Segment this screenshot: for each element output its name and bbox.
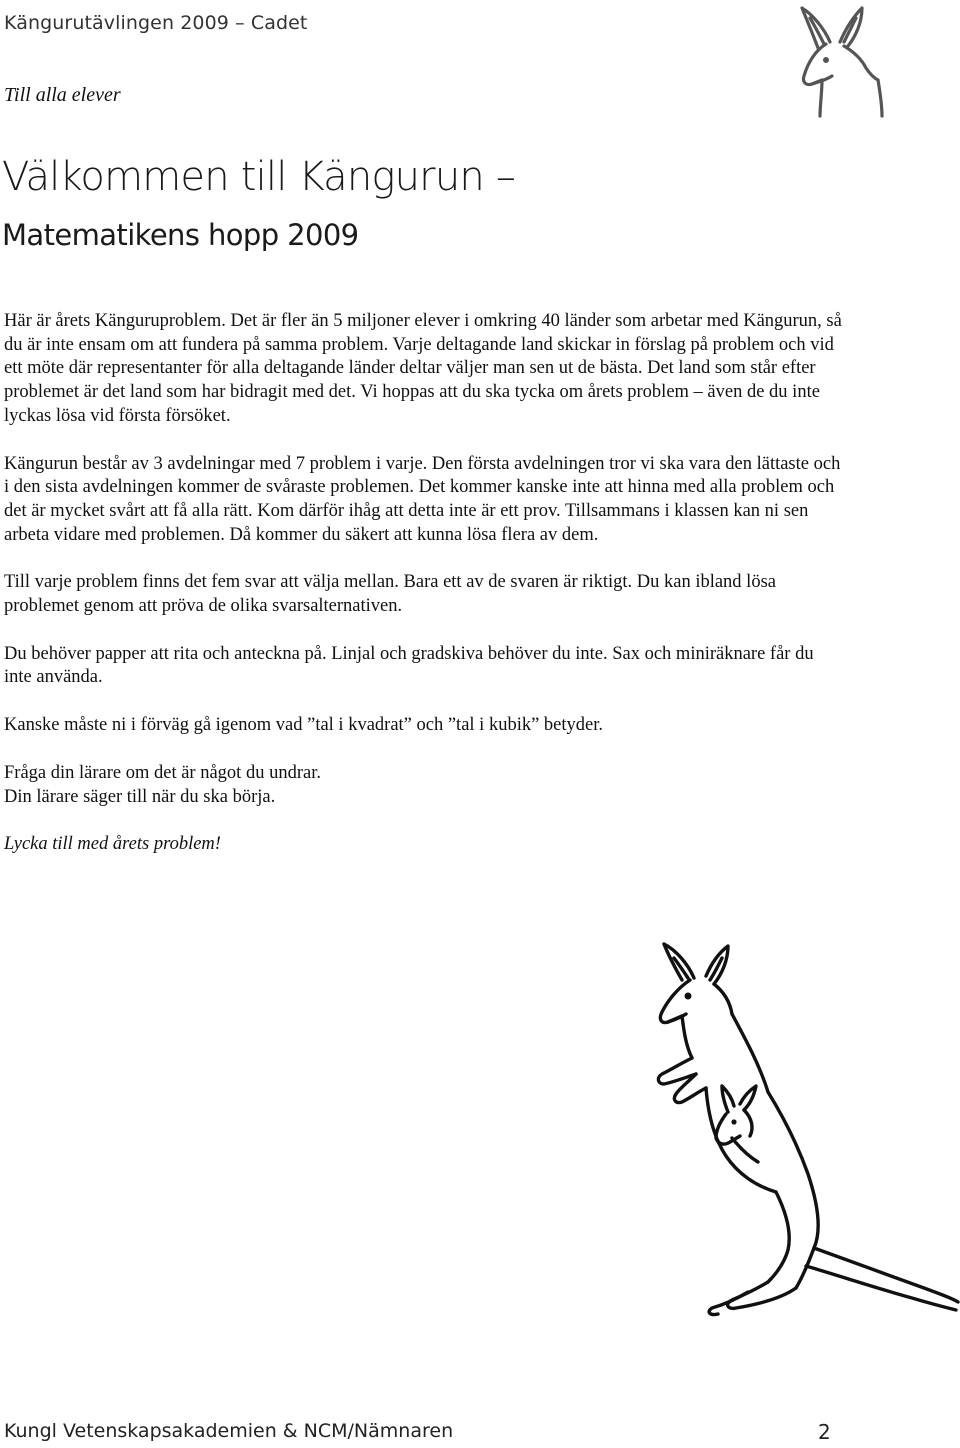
paragraph-structure: Kängurun består av 3 avdelningar med 7 problem i varje. Den första avdelningen tror vi ska vara den lättaste och i den sista avdelningen kommer de svåraste problemen. Det kommer kanske inte att hinna med alla problem och det är mycket svårt att få alla rätt. Kom därför ihåg att detta inte är ett prov. Tillsammans i klassen kan ni sen arbeta vidare med problemen. Då kommer du säkert att kunna lösa flera av dem. — [4, 453, 841, 545]
paragraph-preparation: Kanske måste ni i förväg gå igenom vad ”tal i kvadrat” och ”tal i kubik” betyder. — [4, 715, 603, 736]
ask-teacher-line-2: Din lärare säger till när du ska börja. — [4, 786, 276, 807]
footer-publisher: Kungl Vetenskapsakademien & NCM/Nämnaren — [4, 1420, 454, 1442]
paragraph-ask-teacher — [4, 762, 842, 809]
paragraph-answers: Till varje problem finns det fem svar att välja mellan. Bara ett av de svaren är riktigt. Du kan ibland lösa problemet genom att pröva de olika svarsalternativen. — [4, 572, 776, 617]
kangaroo-head-logo-icon — [792, 2, 902, 120]
page-number: 2 — [818, 1420, 831, 1444]
kangaroo-with-joey-illustration — [636, 942, 960, 1324]
closing-line: Lycka till med årets problem! — [4, 834, 221, 855]
body-text — [4, 310, 842, 881]
ask-teacher-line-1: Fråga din lärare om det är något du undrar. — [4, 762, 321, 783]
page-title: Välkommen till Kängurun – — [2, 154, 516, 200]
paragraph-materials: Du behöver papper att rita och anteckna på. Linjal och gradskiva behöver du inte. Sax och miniräknare får du inte använda. — [4, 643, 814, 688]
page-header-title: Kängurutävlingen 2009 – Cadet — [4, 12, 308, 34]
page-subtitle: Matematikens hopp 2009 — [2, 218, 359, 252]
paragraph-intro: Här är årets Känguruproblem. Det är fler än 5 miljoner elever i omkring 40 länder som arbetar med Kängurun, så du är inte ensam om att fundera på samma problem. Varje deltagande land skickar in förslag på problem och vid ett möte där representanter för alla deltagande länder deltar väljer man sen ut de bästa. Det land som står efter problemet är det land som har bidragit med det. Vi hoppas att du ska tycka om årets problem – även de du inte lyckas lösa vid första försöket. — [4, 311, 842, 426]
audience-line: Till alla elever — [4, 84, 121, 106]
